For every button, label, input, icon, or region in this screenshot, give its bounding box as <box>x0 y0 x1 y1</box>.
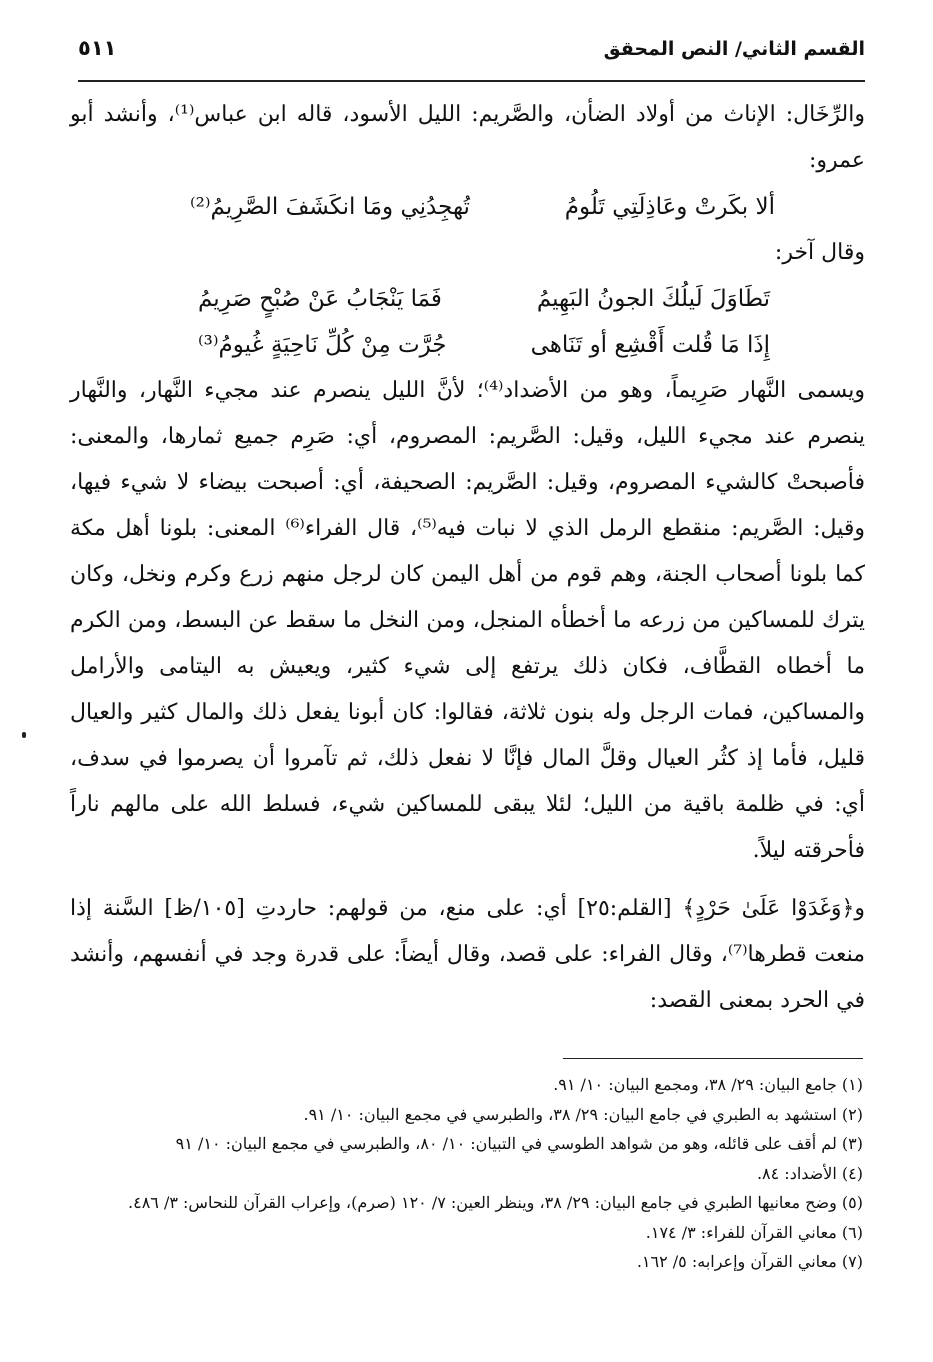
paragraph-4: و﴿وَغَدَوْا عَلَىٰ حَرْدٍ﴾ [القلم:٢٥] أي: على منع، من قولهم: حاردتِ [١٠٥/ظ] السَّنة إذا منعت قطرها⁽⁷⁾، وقال الفراء: على قصد، وقال أيضاً: على قدرة وجد في أنفسهم، وأنشد في الحرد بمعنى القصد: <box>70 896 865 1013</box>
margin-mark <box>22 732 26 738</box>
paragraph-2: وقال آخر: <box>774 240 865 265</box>
footnote-1: (١) جامع البيان: ٢٩/ ٣٨، ومجمع البيان: ١٠/ ٩١. <box>553 1075 863 1094</box>
page-number: ٥١١ <box>78 36 117 60</box>
footnote-7: (٧) معاني القرآن وإعرابه: ٥/ ١٦٢. <box>636 1252 863 1271</box>
running-title: القسم الثاني/ النص المحقق <box>603 38 865 60</box>
verse-3-first-hemistich: إِذَا مَا قُلت أَقْشِع أو تَنَاهى <box>530 332 770 358</box>
footnote-6: (٦) معاني القرآن للفراء: ٣/ ١٧٤. <box>645 1222 863 1242</box>
verse-line-1 <box>70 184 865 230</box>
footnote-4: (٤) الأضداد: ٨٤. <box>756 1163 863 1183</box>
footnote-5: (٥) وضح معانيها الطبري في جامع البيان: ٢٩/ ٣٨، وينظر العين: ٧/ ١٢٠ (صرم)، وإعراب القرآن للنحاس: ٣/ ٤٨٦. <box>128 1193 863 1212</box>
footnote-separator <box>563 1058 863 1059</box>
footnote-3: (٣) لم أقف على قائله، وهو من شواهد الطوسي في التبيان: ١٠/ ٨٠، والطبرسي في مجمع البيان: ١٠/ ٩١ <box>175 1134 863 1153</box>
verse-2-first-hemistich: تَطَاوَلَ لَيلُكَ الجونُ البَهِيمُ <box>536 286 770 312</box>
main-text <box>70 92 865 1024</box>
verse-1-second-hemistich: تُهجِدُنِي ومَا انكَشَفَ الصَّرِيمُ⁽²⁾ <box>190 194 470 220</box>
verse-line-3 <box>70 322 865 368</box>
verse-2-second-hemistich: فَمَا يَنْجَابُ عَنْ صُبْحٍ صَرِيمُ <box>198 286 442 312</box>
verse-3-second-hemistich: جُرَّت مِنْ كُلِّ نَاحِيَةٍ غُيومُ⁽³⁾ <box>198 332 447 358</box>
footnote-2: (٢) استشهد به الطبري في جامع البيان: ٢٩/ ٣٨، والطبرسي في مجمع البيان: ١٠/ ٩١. <box>303 1104 863 1124</box>
verse-1-first-hemistich: ألا بكَرتْ وعَاذِلَتِي تَلُومُ <box>564 194 775 220</box>
paragraph-3: ويسمى النَّهار صَرِيماً، وهو من الأضداد⁽⁴⁾؛ لأنَّ الليل ينصرم عند مجيء النَّهار، والنَّهار ينصرم عند مجيء الليل، وقيل: الصَّريم: المصروم، أي: صَرِم جميع ثمارها، والمعنى: فأصبحتْ كالشيء المصروم، وقيل: الصَّريم: الصحيفة، أي: أصبحت بيضاء لا شيء فيها، وقيل: الصَّريم: منقطع الرمل الذي لا نبات فيه⁽⁵⁾، قال الفراء⁽⁶⁾ المعنى: بلونا أهل مكة كما بلونا أصحاب الجنة، وهم قوم من أهل اليمن كان لرجل منهم زرع وكرم ونخل، وكان يترك للمساكين من زرعه ما أخطأه المنجل، ومن النخل ما سقط عن البسط، ومن الكرم ما أخطاه القطَّاف، فكان ذلك يرتفع إلى شيء كثير، ويعيش به اليتامى والأرامل والمساكين، فمات الرجل وله بنون ثلاثة، فقالوا: كان أبونا يفعل ذلك والمال كثير والعيال قليل، فأما إذ كثُر العيال وقلَّ المال فإنَّا لا نفعل ذلك، ثم تآمروا أن يصرموا في سدف، أي: في ظلمة باقية من الليل؛ لئلا يبقى للمساكين شيء، فسلط الله على مالهم ناراً فأحرقته ليلاً. <box>70 378 865 863</box>
verse-line-2 <box>70 276 865 322</box>
footnotes <box>66 1070 863 1277</box>
paragraph-1: والرِّخَال: الإناث من أولاد الضأن، والصَّريم: الليل الأسود، قاله ابن عباس⁽¹⁾، وأنشد أبو عمرو: <box>70 102 865 173</box>
page-header <box>78 34 865 82</box>
